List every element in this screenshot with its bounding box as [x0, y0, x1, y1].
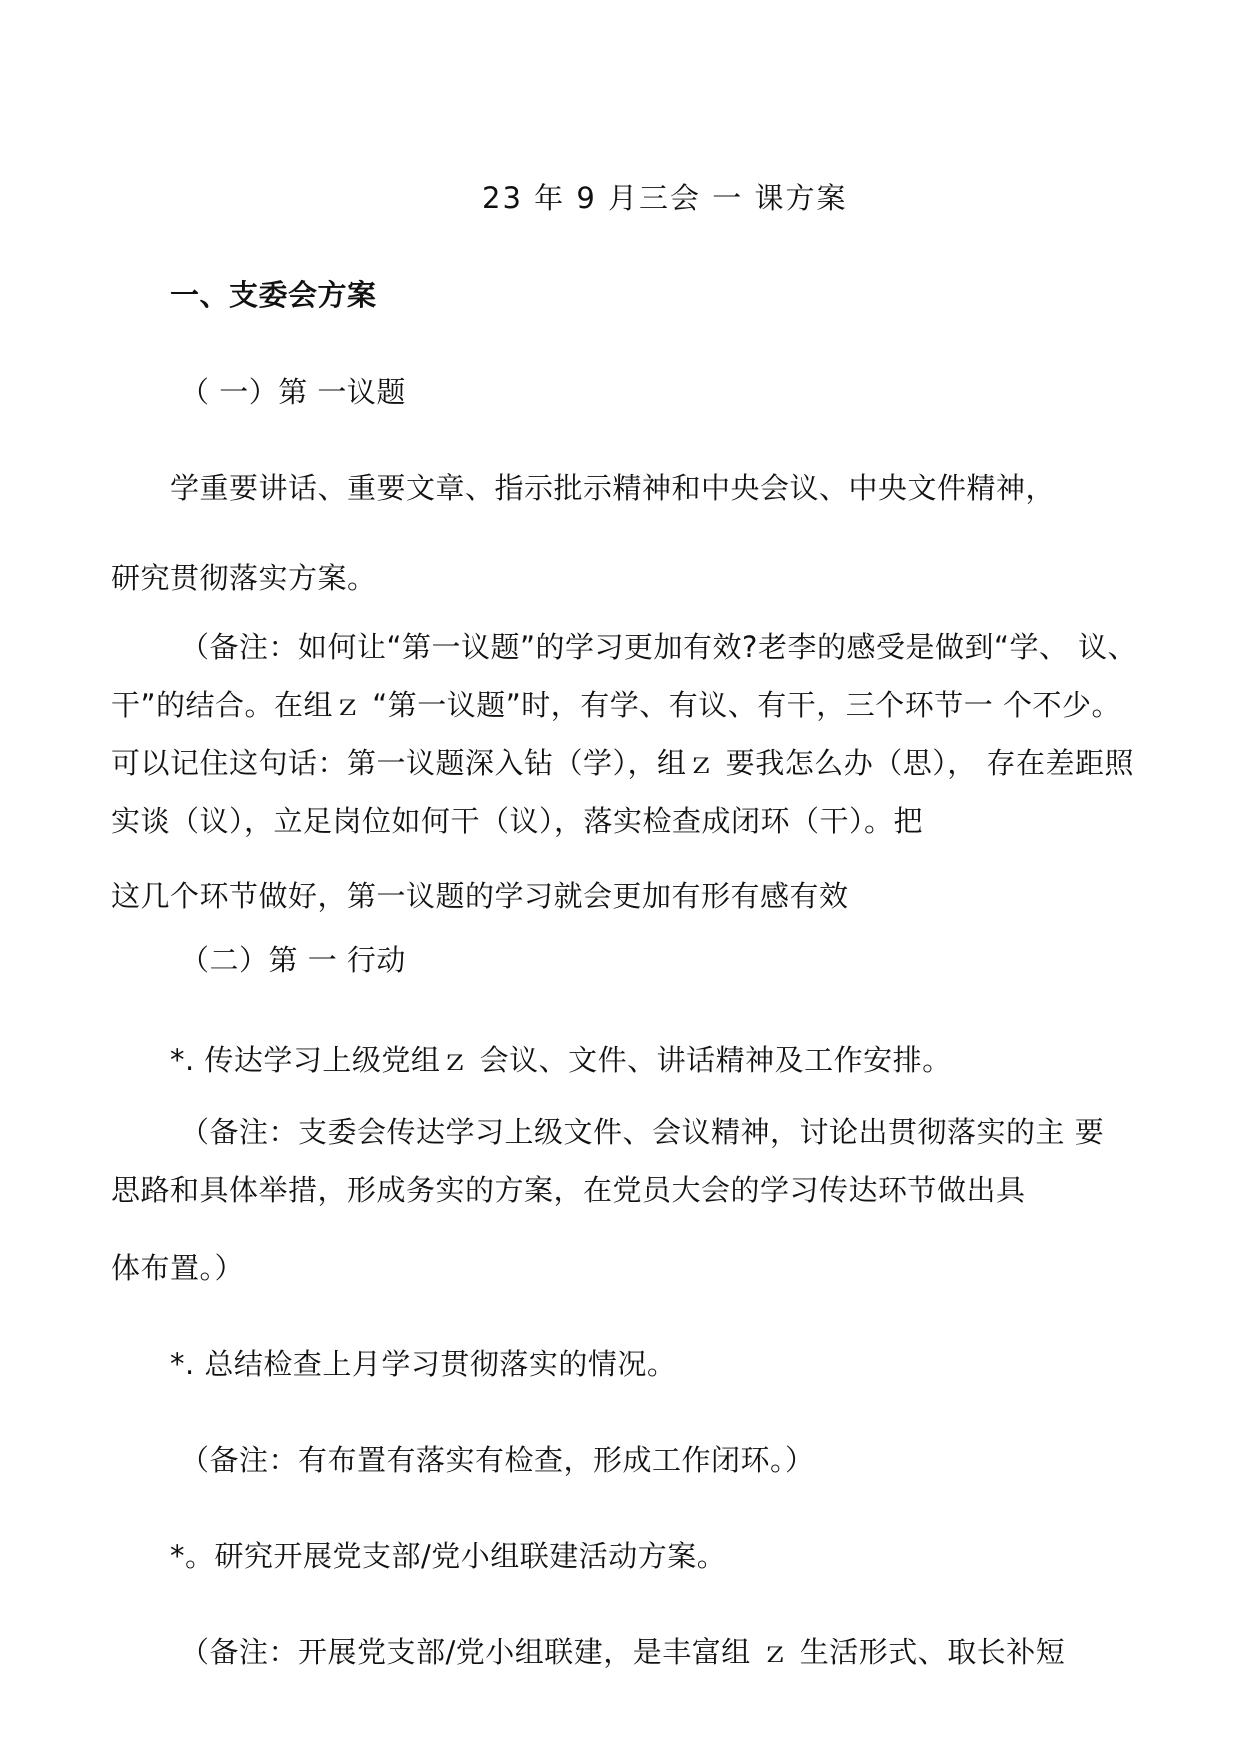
note-line: 体布置。） [111, 1251, 245, 1285]
list-item: *。研究开展党支部/党小组联建活动方案。 [170, 1539, 727, 1573]
list-item: *. 总结检查上月学习贯彻落实的情况。 [170, 1347, 677, 1381]
paragraph-line: 学重要讲话、重要文章、指示批示精神和中央会议、中央文件精神， [170, 471, 1056, 505]
list-item: *. 传达学习上级党组ｚ 会议、文件、讲话精神及工作安排。 [170, 1043, 952, 1077]
note-line: 干”的结合。在组ｚ “第一议题”时，有学、有议、有干，三个环节一 个不少。 [111, 688, 1122, 722]
note-line: （备注：开展党支部/党小组联建，是丰富组 ｚ 生活形式、取长补短 [180, 1635, 1066, 1669]
subsection-heading-first-action: （二）第 一 行动 [180, 943, 406, 977]
note-line: 这几个环节做好，第一议题的学习就会更加有形有感有效 [111, 879, 849, 913]
note-line: 思路和具体举措，形成务实的方案，在党员大会的学习传达环节做出具 [111, 1173, 1026, 1207]
section-heading-branch-committee: 一、支委会方案 [170, 278, 377, 312]
paragraph-line: 研究贯彻落实方案。 [111, 561, 377, 595]
subsection-heading-first-topic: （ 一）第 一议题 [180, 375, 406, 409]
note-line: 实谈（议），立足岗位如何干（议），落实检查成闭环（干）。把 [111, 804, 924, 838]
document-title: 23 年 9 月三会 一 课方案 [482, 181, 848, 215]
note-line: （备注：如何让“第一议题”的学习更加有效?老李的感受是做到“学、 议、 [180, 630, 1138, 664]
note-line: （备注：有布置有落实有检查，形成工作闭环。） [180, 1443, 815, 1477]
note-line: （备注：支委会传达学习上级文件、会议精神，讨论出贯彻落实的主 要 [180, 1115, 1105, 1149]
note-line: 可以记住这句话：第一议题深入钻（学），组ｚ 要我怎么办（思）， 存在差距照 [111, 746, 1134, 780]
